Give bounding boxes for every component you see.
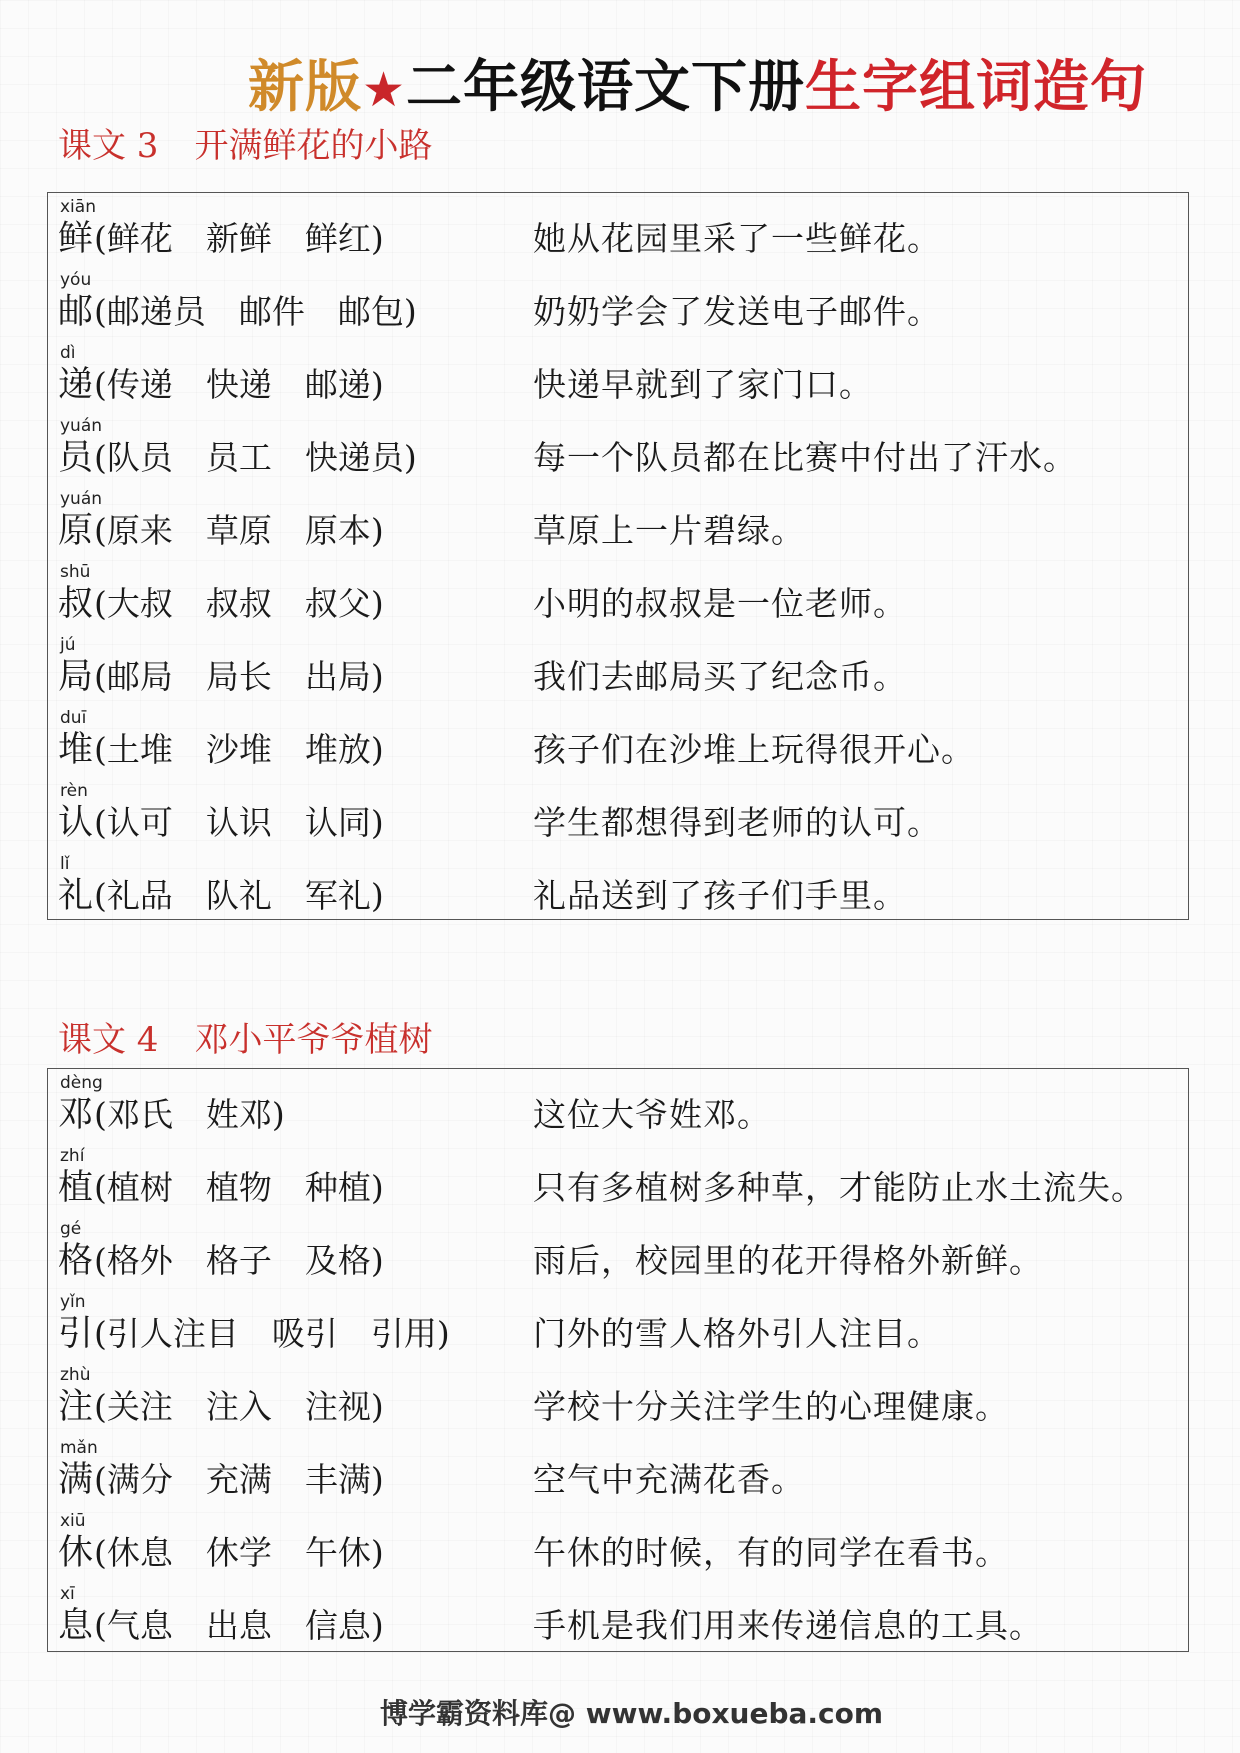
example-sentence: 奶奶学会了发送电子邮件。	[533, 292, 941, 331]
lesson-table	[47, 1068, 1189, 1652]
pinyin: xī	[60, 1584, 75, 1604]
character: 邮	[58, 292, 94, 332]
vocab-row	[48, 1361, 1188, 1434]
word-group: (格外 格子 及格)	[94, 1241, 384, 1280]
vocab-row	[48, 704, 1188, 777]
word-group: (原来 草原 原本)	[94, 511, 384, 550]
vocab-row	[48, 1288, 1188, 1361]
example-sentence: 快递早就到了家门口。	[533, 365, 873, 404]
example-sentence: 午休的时候，有的同学在看书。	[533, 1533, 1009, 1572]
lesson-number: 课文 3	[58, 126, 159, 166]
word-group: (气息 出息 信息)	[94, 1606, 384, 1645]
title-accent: 生字组词造句	[805, 55, 1148, 120]
vocab-row	[48, 412, 1188, 485]
vocab-row	[48, 631, 1188, 704]
character: 递	[58, 365, 94, 405]
pinyin: dì	[60, 343, 76, 363]
word-group: (邮局 局长 出局)	[94, 657, 384, 696]
lesson-name: 邓小平爷爷植树	[194, 1020, 433, 1060]
vocab-row	[48, 558, 1188, 631]
example-sentence: 雨后，校园里的花开得格外新鲜。	[533, 1241, 1043, 1280]
example-sentence: 空气中充满花香。	[533, 1460, 805, 1499]
pinyin: gé	[60, 1219, 82, 1239]
word-group: (土堆 沙堆 堆放)	[94, 730, 384, 769]
pinyin: xiū	[60, 1511, 86, 1531]
example-sentence: 每一个队员都在比赛中付出了汗水。	[533, 438, 1077, 477]
pinyin: yóu	[60, 270, 92, 290]
word-group: (鲜花 新鲜 鲜红)	[94, 219, 384, 258]
character: 格	[58, 1241, 94, 1281]
pinyin: mǎn	[60, 1438, 98, 1458]
example-sentence: 这位大爷姓邓。	[533, 1095, 771, 1134]
word-group: (邮递员 邮件 邮包)	[94, 292, 417, 331]
vocab-row	[48, 1215, 1188, 1288]
example-sentence: 她从花园里采了一些鲜花。	[533, 219, 941, 258]
vocab-row	[48, 339, 1188, 412]
pinyin: rèn	[60, 781, 88, 801]
word-group: (关注 注入 注视)	[94, 1387, 384, 1426]
example-sentence: 孩子们在沙堆上玩得很开心。	[533, 730, 975, 769]
word-group: (引人注目 吸引 引用)	[94, 1314, 450, 1353]
lesson-table	[47, 192, 1189, 920]
pinyin: duī	[60, 708, 87, 728]
vocab-row	[48, 485, 1188, 558]
lesson-name: 开满鲜花的小路	[194, 126, 433, 166]
example-sentence: 学生都想得到老师的认可。	[533, 803, 941, 842]
lesson-number: 课文 4	[58, 1020, 159, 1060]
pinyin: zhù	[60, 1365, 91, 1385]
vocab-row	[48, 266, 1188, 339]
example-sentence: 门外的雪人格外引人注目。	[533, 1314, 941, 1353]
example-sentence: 小明的叔叔是一位老师。	[533, 584, 907, 623]
pinyin: xiān	[60, 197, 96, 217]
vocab-row	[48, 193, 1188, 266]
character: 原	[58, 511, 94, 551]
pinyin: yuán	[60, 489, 103, 509]
word-group: (传递 快递 邮递)	[94, 365, 384, 404]
character: 堆	[58, 730, 94, 770]
character: 植	[58, 1168, 94, 1208]
character: 注	[58, 1387, 94, 1427]
character: 叔	[58, 584, 94, 624]
character: 休	[58, 1533, 94, 1573]
example-sentence: 手机是我们用来传递信息的工具。	[533, 1606, 1043, 1645]
vocab-row	[48, 1069, 1188, 1142]
footer-watermark: 博学霸资料库@ www.boxueba.com	[380, 1697, 884, 1730]
character: 鲜	[58, 219, 94, 259]
word-group: (满分 充满 丰满)	[94, 1460, 384, 1499]
pinyin: shū	[60, 562, 91, 582]
word-group: (大叔 叔叔 叔父)	[94, 584, 384, 623]
vocab-row	[48, 1580, 1188, 1653]
word-group: (礼品 队礼 军礼)	[94, 876, 384, 915]
character: 员	[58, 438, 94, 478]
character: 局	[58, 657, 94, 697]
lesson-heading	[58, 122, 432, 170]
page-title	[248, 48, 1188, 128]
word-group: (队员 员工 快递员)	[94, 438, 417, 477]
vocab-row	[48, 1434, 1188, 1507]
example-sentence: 学校十分关注学生的心理健康。	[533, 1387, 1009, 1426]
character: 认	[58, 803, 94, 843]
character: 满	[58, 1460, 94, 1500]
pinyin: dèng	[60, 1073, 103, 1093]
vocab-row	[48, 850, 1188, 923]
pinyin: yǐn	[60, 1292, 86, 1312]
vocab-row	[48, 777, 1188, 850]
word-group: (植树 植物 种植)	[94, 1168, 384, 1207]
title-version: 新版	[248, 55, 362, 120]
pinyin: lǐ	[60, 854, 70, 874]
word-group: (认可 认识 认同)	[94, 803, 384, 842]
example-sentence: 草原上一片碧绿。	[533, 511, 805, 550]
character: 礼	[58, 876, 94, 916]
example-sentence: 礼品送到了孩子们手里。	[533, 876, 907, 915]
word-group: (休息 休学 午休)	[94, 1533, 384, 1572]
character: 邓	[58, 1095, 94, 1135]
word-group: (邓氏 姓邓)	[94, 1095, 285, 1134]
pinyin: zhí	[60, 1146, 85, 1166]
character: 息	[58, 1606, 94, 1646]
lesson-heading	[58, 1016, 432, 1064]
star-icon: ★	[362, 62, 407, 118]
character: 引	[58, 1314, 94, 1354]
example-sentence: 只有多植树多种草，才能防止水土流失。	[533, 1168, 1145, 1207]
vocab-row	[48, 1142, 1188, 1215]
pinyin: yuán	[60, 416, 103, 436]
example-sentence: 我们去邮局买了纪念币。	[533, 657, 907, 696]
vocab-row	[48, 1507, 1188, 1580]
pinyin: jú	[60, 635, 76, 655]
title-main: 二年级语文下册	[406, 55, 806, 120]
